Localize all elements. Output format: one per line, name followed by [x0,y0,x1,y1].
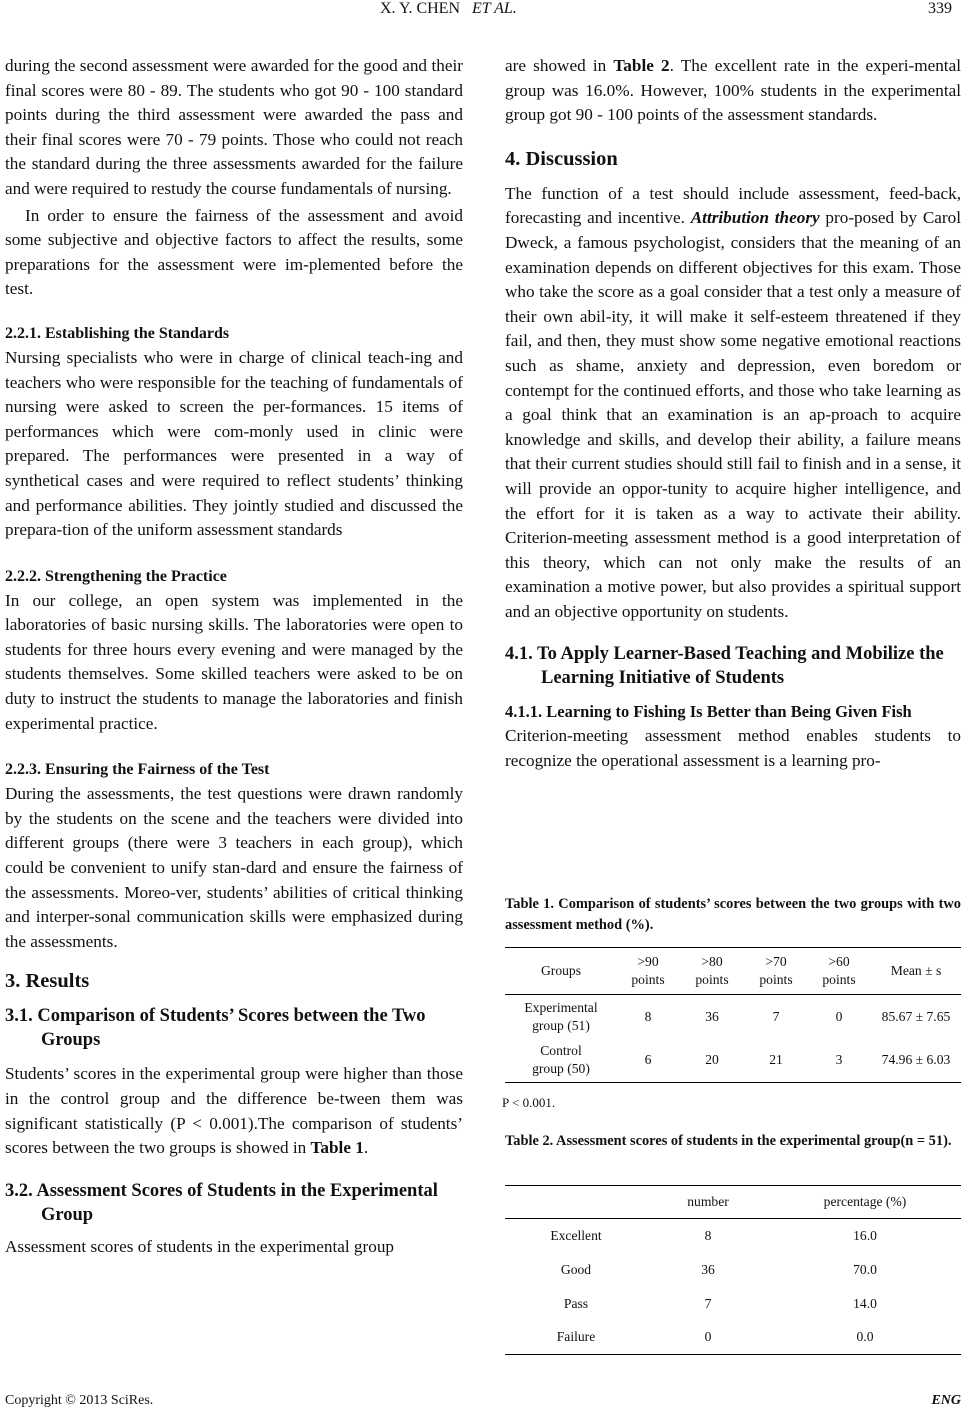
table-cell: 74.96 ± 6.03 [881,1052,951,1068]
column-header: percentage (%) [823,1194,907,1209]
table-cell: 16.0 [853,1227,877,1243]
table-cell: 85.67 ± 7.65 [881,1008,951,1024]
copyright: Copyright © 2013 SciRes. [5,1393,154,1408]
table-cell: 70.0 [853,1261,877,1277]
table-cell: 8 [644,1008,652,1024]
table-1-note: P < 0.001. [502,1095,556,1110]
table-row [505,995,961,1039]
table-cell: 36 [705,1008,719,1024]
table-cell: 0 [835,1008,843,1024]
subsection-heading-2-2-2: 2.2.2. Strengthening the Practice [5,567,227,585]
table-2 [505,1185,961,1355]
table-header-row [505,1186,961,1219]
emphasis: Attribution theory [690,208,820,228]
section-heading-discussion: 4. Discussion [505,147,618,170]
table-2-ref: Table 2 [613,56,670,75]
table-cell: 0 [704,1329,712,1345]
column-header: >70 points [759,954,793,987]
column-header: number [687,1194,729,1209]
right-column [505,54,961,774]
subsection-heading-2-2-3: 2.2.3. Ensuring the Fairness of the Test [5,761,270,779]
paragraph: Assessment scores of students in the experimental group [5,1236,395,1256]
paragraph: during the second assessment were awarded for the good and their final scores were 80 - 89. The students who got 90 - 100 standard points during the third assessment were awarded the pass and their final scores were 70 - 79 points. Those who could not reach the standard during the three assessments awarded for the failure and were required to restudy the course fundamentals of nursing. [5,56,463,198]
page-header [0,0,967,34]
paragraph: Nursing specialists who were in charge of clinical teach-ing and teachers who were responsible for the teaching of fundamentals of nursing were asked to screen the per-formances. 15 items of performances which were com-monly used in clinic were prepared. The performances were presented in a way of synthetical cases and were required to reflect students’ thinking and performance abilities. They jointly studied and discussed the prepara-tion of the uniform assessment standards [5,347,463,540]
table-cell: 7 [772,1008,780,1024]
left-column [5,54,463,1259]
table-1-ref: Table 1 [310,1138,364,1158]
table-header-row [505,948,961,995]
column-header: >90 points [631,954,665,987]
table-cell: 14.0 [853,1295,877,1311]
table-row [505,1287,961,1321]
table-cell: 7 [704,1295,712,1311]
table-cell: 20 [705,1052,719,1068]
table-row [505,1321,961,1355]
paragraph: The function of a test should include assessment, feed-back, forecasting and incentive. Attribution theory pro-posed by Carol Dweck, a famous psychologist, considers that the meaning of an examination depends on different objectives for this exam. Those who take the score as a goal consider that a test only a measure of their own abil-ity, it will make it self-esteem threatened if they fail, and then, they must show some negative emotional reactions such as shame, anxiety and depression, even boredom or contempt for the continued efforts, and those who take learning as a goal think that an examination is an ap-proach to acquire knowledge and skills, and develop their ability, a failure means that their current studies should still fail to finish and in a sense, it will provide an oppor-tunity to acquire higher intelligence, and the effort for it is taken as a way to activate their ability. Criterion-meeting assessment method is a good interpretation of this theory, which can not only make the results of an examination a motive power, but also provides a spiritual support and an objective opportunity on students. [505,183,961,621]
table-cell: 36 [701,1261,715,1277]
section-heading-3-1: 3.1. Comparison of Students’ Scores between the Two Groups [5,1006,426,1051]
table-cell: 3 [835,1052,843,1068]
table-cell: 8 [704,1227,712,1243]
table-1 [505,947,961,1083]
row-label: Excellent [550,1227,602,1243]
table-cell: 21 [769,1052,783,1068]
journal-abbrev: ENG [931,1393,961,1408]
et-al: ET AL. [472,0,517,17]
section-heading-4-1: 4.1. To Apply Learner-Based Teaching and Mobilize the Learning Initiative of Students [505,644,944,689]
table-cell: 6 [644,1052,652,1068]
subsection-heading-2-2-1: 2.2.1. Establishing the Standards [5,324,230,342]
subsection-heading-4-1-1: 4.1.1. Learning to Fishing Is Better than Being Given Fish [505,702,912,722]
paragraph: During the assessments, the test questions were drawn randomly by the students on the scene and the teachers were divided into different groups (there were 3 teachers in each group), which could be convenient to unify stan-dard and ensure the fairness of the assessments. Moreo-ver, students’ abilities of critical thinking and interper-sonal communication skills were emphasized during the assessments. [5,784,463,951]
paragraph: In order to ensure the fairness of the assessment and avoid some subjective and objective factors to affect the results, some preparations for the assessment were im-plemented before the test. [5,205,463,299]
column-header: Groups [540,963,582,978]
column-header: >80 points [695,954,729,987]
column-header: >60 points [822,954,856,987]
table-row [505,1253,961,1287]
row-label: Pass [563,1295,589,1311]
group-cell: Control group (50) [532,1043,590,1077]
table-1-caption: Table 1. Comparison of students’ scores between the two groups with two assessment method (%). [505,896,961,933]
paragraph: Criterion-meeting assessment method enables students to recognize the operational assessment is a learning pro- [505,726,961,771]
page-number: 339 [928,0,952,17]
column-header [505,1186,647,1219]
paragraph: are showed in Table 2. The excellent rate in the experi-mental group was 16.0%. However, 100% students in the experimental group got 90 - 100 points of the assessment standards. [505,56,961,125]
paragraph: In our college, an open system was implemented in the laboratories of basic nursing skills. The laboratories were open to students for three hours every evening and were managed by the students themselves. Some skilled teachers were asked to be on duty to instruct the students to manage the laboratories and finish experimental practice. [5,590,463,733]
table-2-caption: Table 2. Assessment scores of students in the experimental group(n = 51). [505,1133,952,1149]
table-cell: 0.0 [856,1329,874,1345]
group-cell: Experimental group (51) [524,999,598,1033]
author-name: X. Y. CHEN [380,0,461,17]
section-heading-3-2: 3.2. Assessment Scores of Students in the Experimental Group [5,1180,438,1225]
row-label: Good [560,1261,592,1277]
running-title [380,0,517,18]
paragraph: Students’ scores in the experimental group were higher than those in the control group and the difference be-tween them was significant statistically (P < 0.001).The comparison of students’ scores between the two groups is showed in Table 1. [5,1064,463,1158]
section-heading-results: 3. Results [5,970,90,993]
table-row [505,1039,961,1083]
column-header: Mean ± s [890,963,942,978]
table-row [505,1219,961,1253]
row-label: Failure [556,1329,596,1345]
